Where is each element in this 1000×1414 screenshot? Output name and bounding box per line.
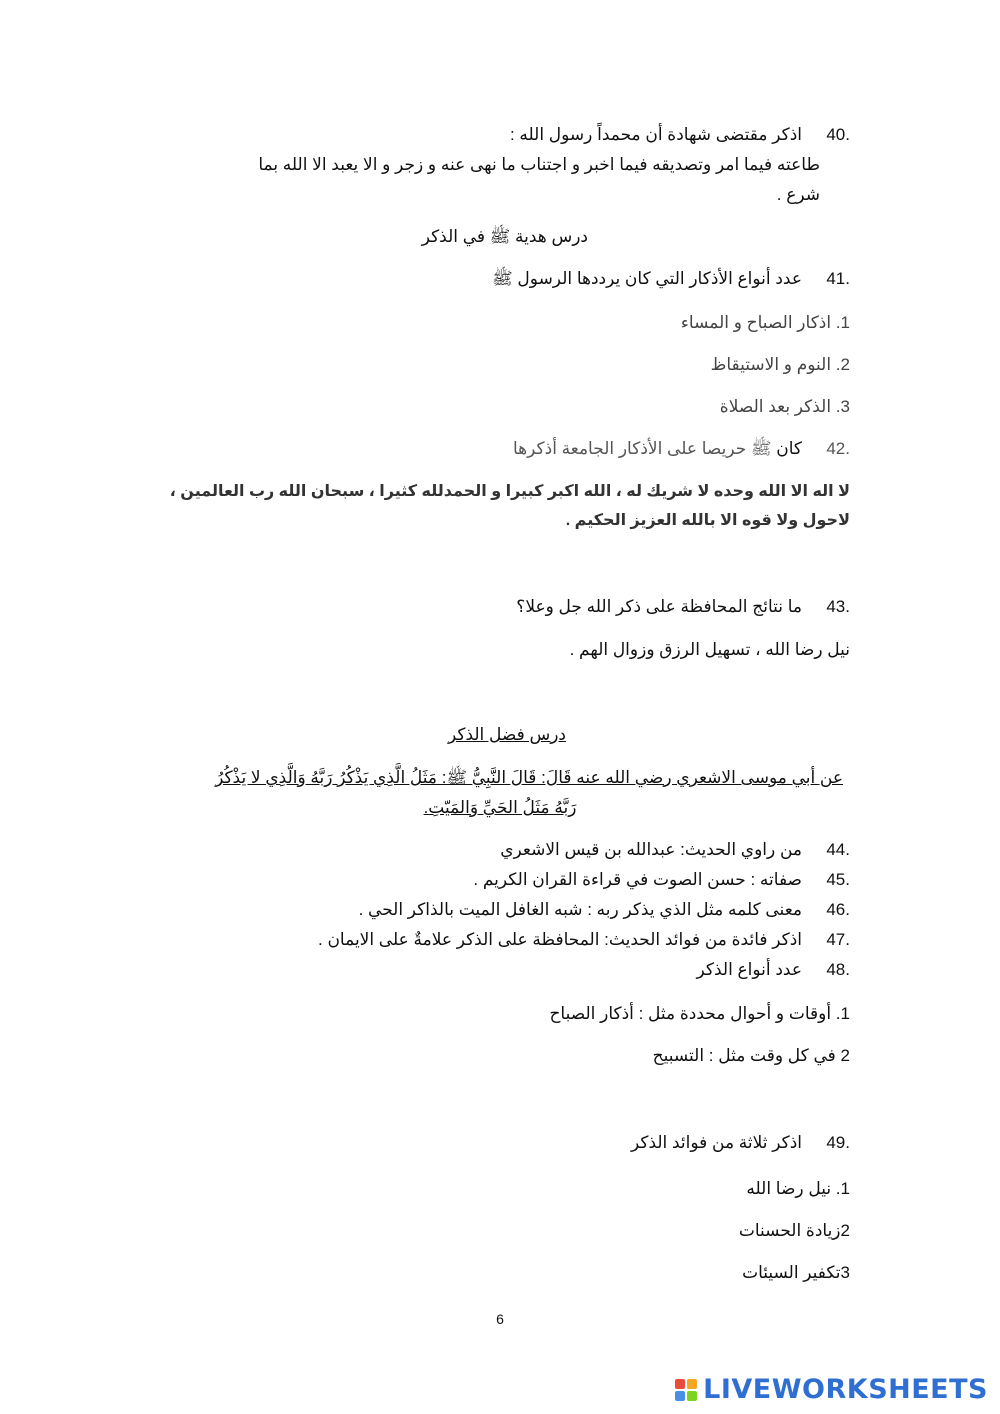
question-44 <box>500 839 850 861</box>
list-item: 2. النوم و الاستيقاظ <box>710 355 850 374</box>
hadith-line2: رَبَّهُ مَثَلُ الحَيِّ وَالمَيّتِ. <box>423 798 577 817</box>
question-lead: كان <box>776 439 802 458</box>
question-text: صفاته : حسن الصوت في قراءة القران الكريم . <box>473 870 802 889</box>
question-number: .46 <box>826 900 850 919</box>
question-number: .41 <box>826 269 850 288</box>
question-number: .48 <box>826 960 850 979</box>
list-item: 1. نيل رضا الله <box>746 1179 850 1198</box>
question-number: .42 <box>826 439 850 458</box>
question-text: اذكر مقتضى شهادة أن محمداً رسول الله : <box>509 125 802 144</box>
list-item: 3تكفير السيئات <box>742 1263 850 1282</box>
question-text: اذكر فائدة من فوائد الحديث: المحافظة على الذكر علامةٌ على الايمان . <box>318 930 802 949</box>
question-48 <box>697 959 851 981</box>
answer-40-line1: طاعته فيما امر وتصديقه فيما اخبر و اجتناب ما نهى عنه و زجر و الا يعبد الا الله بما <box>258 155 820 174</box>
question-text: معنى كلمه مثل الذي يذكر ربه : شبه الغافل الميت بالذاكر الحي . <box>358 900 802 919</box>
question-42 <box>513 438 850 460</box>
question-text: ما نتائج المحافظة على ذكر الله جل وعلا؟ <box>516 597 802 616</box>
question-40 <box>510 124 850 146</box>
answer-40-line2: شرع . <box>776 185 820 204</box>
question-45 <box>473 869 850 891</box>
answer-42-line1: لا اله الا الله وحده لا شريك له ، الله اكبر كبيرا و الحمدلله كثيرا ، سبحان الله رب العالمين ، <box>169 483 850 500</box>
list-item: 2زيادة الحسنات <box>738 1221 850 1240</box>
brand-text: LIVEWORKSHEETS <box>703 1374 988 1405</box>
question-number: .47 <box>826 930 850 949</box>
question-46 <box>359 899 850 921</box>
question-number: .43 <box>826 597 850 616</box>
hadith-line1: عن أبي موسى الاشعري رضي الله عنه قَالَ: قَالَ النَّبِيُّ ﷺ: مَثَلُ الَّذِي يَذْكُرُ رَبَّهُ وَالَّذِي لا يَذْكُرُ <box>215 768 843 787</box>
question-43 <box>516 596 850 618</box>
answer-42-line2: لاحول ولا قوه الا بالله العزيز الحكيم . <box>565 512 850 529</box>
question-text: عدد أنواع الأذكار التي كان يرددها الرسول ﷺ <box>492 269 802 288</box>
list-item: 2 في كل وقت مثل : التسبيح <box>652 1046 850 1065</box>
question-number: .45 <box>826 870 850 889</box>
question-text: ﷺ حريصا على الأذكار الجامعة أذكرها <box>513 439 772 458</box>
question-text: من راوي الحديث: عبدالله بن قيس الاشعري <box>500 840 802 859</box>
question-text: عدد أنواع الذكر <box>696 960 802 979</box>
liveworksheets-logo-icon <box>675 1379 697 1401</box>
answer-43: نيل رضا الله ، تسهيل الرزق وزوال الهم . <box>569 640 850 659</box>
page-number: 6 <box>496 1311 504 1327</box>
liveworksheets-brand[interactable] <box>675 1374 988 1405</box>
question-41 <box>492 268 850 290</box>
question-49 <box>631 1132 850 1154</box>
question-number: .40 <box>826 125 850 144</box>
lesson-title: درس هدية ﷺ في الذكر <box>421 227 588 246</box>
lesson-title: درس فضل الذكر <box>447 725 566 744</box>
question-text: اذكر ثلاثة من فوائد الذكر <box>630 1133 802 1152</box>
question-47 <box>318 929 850 951</box>
list-item: 1. أوقات و أحوال محددة مثل : أذكار الصباح <box>549 1004 850 1023</box>
list-item: 3. الذكر بعد الصلاة <box>719 397 850 416</box>
question-number: .44 <box>826 840 850 859</box>
list-item: 1. اذكار الصباح و المساء <box>680 313 850 332</box>
question-number: .49 <box>826 1133 850 1152</box>
